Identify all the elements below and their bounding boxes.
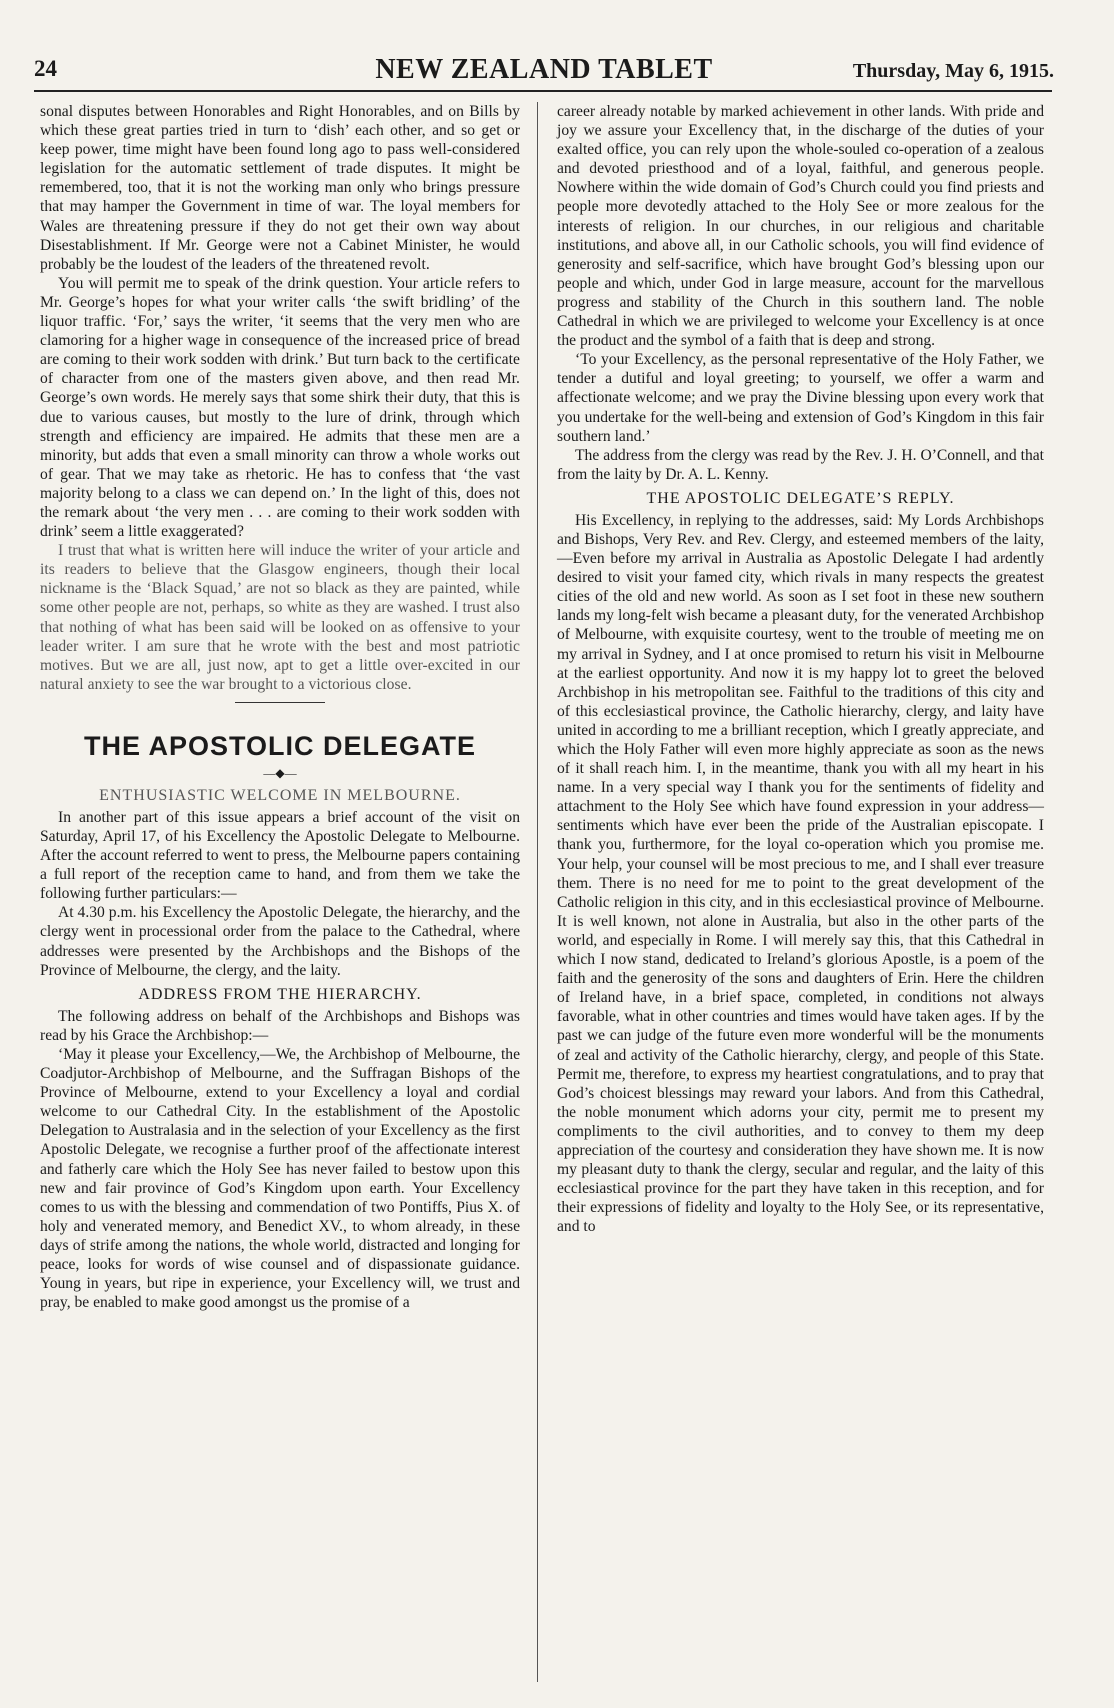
article-paragraph: In another part of this issue appears a brief account of the visit on Saturday, April 17, of his Excellency the Apostolic Delegate to Melbourne. After the account referred to went to press, the Melbourne papers containing a full report of the reception came to hand, and from them we take the following further particulars:— [40, 808, 520, 903]
article-paragraph: At 4.30 p.m. his Excellency the Apostolic Delegate, the hierarchy, and the clergy went in processional order from the palace to the Cathedral, where addresses were presented by the Archbishops and the Bishops of the Province of Melbourne, the clergy, and the laity. [40, 904, 520, 979]
article-paragraph: sonal disputes between Honorables and Right Honorables, and on Bills by which these great parties tried in turn to ‘dish’ each other, and so get or keep power, time might have been found long ago to pass well-considered legislation for the automatic settlement of trade disputes. It might be remembered, too, that it is not the working man only who brings pressure that may hamper the Government in time of war. The loyal members for Wales are threatening pressure if they do not get their own way about Disestablishment. If Mr. George were not a Cabinet Minister, he would probably be the loudest of the leaders of the threatened revolt. [40, 103, 520, 273]
header-rule [34, 90, 1052, 92]
masthead: NEW ZEALAND TABLET [375, 54, 713, 85]
column-divider [537, 102, 538, 1682]
section-subheading: THE APOSTOLIC DELEGATE’S REPLY. [646, 489, 955, 507]
article-paragraph: ‘May it please your Excellency,—We, the Archbishop of Melbourne, the Coadjutor-Archbishop of Melbourne, and the Suffragan Bishops of the Province of Melbourne, extend to your Excellency a loyal and cordial welcome to our Cathedral City. In the establishment of the Apostolic Delegation to Australasia and in the selection of your Excellency as the first Apostolic Delegate, we recognise a further proof of the affectionate interest and fatherly care which the Holy See has never failed to bestow upon this new and fair province of God’s Kingdom upon earth. Your Excellency comes to us with the blessing and commendation of two Pontiffs, Pius X. of holy and venerated memory, and Benedict XV., to whom already, in these days of strife among the nations, the whole world, distracted and longing for peace, looks for words of wise counsel and of dispassionate guidance. Young in years, but ripe in experience, your Excellency will, we trust and pray, be enabled to make good amongst us the promise of a [40, 1045, 520, 1312]
left-column [40, 102, 520, 1692]
page-header [34, 54, 1054, 88]
section-divider [235, 702, 325, 703]
article-paragraph: The following address on behalf of the Archbishops and Bishops was read by his Grace the Archbishop:— [40, 1007, 520, 1044]
article-paragraph: The address from the clergy was read by the Rev. J. H. O’Connell, and that from the laity by Dr. A. L. Kenny. [557, 446, 1044, 483]
article-paragraph: career already notable by marked achievement in other lands. With pride and joy we assure your Excellency that, in the discharge of the duties of your exalted office, you can rely upon the whole-souled co-operation of a zealous and devoted priesthood and of a loyal, faithful, and generous people. Nowhere within the wide domain of God’s Church could you find priests and people more devotedly attached to the Holy See or more zealous for the interests of religion. In our churches, in our religious and charitable institutions, and above all, in our Catholic schools, you will find evidence of generosity and self-sacrifice, which have brought God’s blessing upon our people and which, under God in large measure, account for the marvellous progress and stability of the Church in this southern land. The noble Cathedral in which we are privileged to welcome your Excellency is at once the product and the symbol of a faith that is deep and strong. [557, 103, 1044, 350]
article-paragraph: You will permit me to speak of the drink question. Your article refers to Mr. George’s hopes for what your writer calls ‘the swift bridling’ of the liquor traffic. ‘For,’ says the writer, ‘it seems that the very men who are clamoring for a higher wage in consequence of the increased price of bread are coming to their work sodden with drink.’ But turn back to the certificate of character from one of the masters given above, and then read Mr. George’s own words. He merely says that some shirk their duty, that this is due to various causes, but mostly to the lure of drink, through which strength and efficiency are impaired. He admits that these men are a minority, but adds that even a small minority can throw a whole works out of gear. That we may take as rhetoric. He has to confess that ‘the vast majority belong to a class we can depend on.’ In the light of this, does not the remark about ‘the very men . . . are coming to their work sodden with drink’ seem a little exaggerated? [40, 274, 520, 541]
page-number: 24 [34, 56, 57, 81]
article-paragraph: ‘To your Excellency, as the personal representative of the Holy Father, we tender a dutiful and loyal greeting; to yourself, we offer a warm and affectionate welcome; and we pray the Divine blessing upon every work that you undertake for the well-being and extension of God’s Kingdom in this fair southern land.’ [557, 351, 1044, 445]
title-ornament: —◆— [263, 765, 297, 780]
section-subheading: ADDRESS FROM THE HIERARCHY. [138, 985, 422, 1003]
article-paragraph: I trust that what is written here will induce the writer of your article and its readers to believe that the Glasgow engineers, though their local nickname is the ‘Black Squad,’ are not so black as they are painted, while some other people are not, perhaps, so white as they are washed. I trust also that nothing of what has been said will be looked on as offensive to your leader writer. I am sure that he wrote with the best and most patriotic motives. But we are all, just now, apt to get a little over-excited in our natural anxiety to see the war brought to a victorious close. [40, 542, 520, 693]
section-subheading: ENTHUSIASTIC WELCOME IN MELBOURNE. [99, 786, 461, 804]
issue-date: Thursday, May 6, 1915. [852, 60, 1054, 82]
section-title: THE APOSTOLIC DELEGATE [83, 730, 477, 761]
right-column [557, 102, 1044, 1692]
article-paragraph: His Excellency, in replying to the addresses, said: My Lords Archbishops and Bishops, Very Rev. and Rev. Clergy, and esteemed members of the laity,—Even before my arrival in Australia as Apostolic Delegate I had ardently desired to visit your famed city, which rivals in many respects the greatest cities of the old and new world. As soon as I set foot in these new southern lands my long-felt wish became a pleasant duty, for the venerated Archbishop of Melbourne, with exquisite courtesy, went to the trouble of meeting me on my arrival in Sydney, and I at once promised to return his visit in Melbourne at the earliest opportunity. And now it is my happy lot to greet the beloved Archbishop in his metropolitan see. Faithful to the traditions of this city and of this ecclesiastical province, the Catholic hierarchy, clergy, and laity have united in according to me a brilliant reception, which I greatly appreciate, and which the Holy Father will even more highly appreciate as soon as the news of it shall reach him. I, in the meantime, thank you with all my heart in his name. In a very special way I thank you for the sentiments of fidelity and attachment to the Holy See which have found expression in your address—sentiments which have ever been the pride of the Australian episcopate. I thank you, furthermore, for the loyal co-operation which you promise me. Your help, your counsel will be most precious to me, and I shall ever treasure them. There is no need for me to point to the great development of the Catholic religion in this city, and in this ecclesiastical province of Melbourne. It is well known, not alone in Australia, but also in the other parts of the world, and especially in Rome. I will merely say this, that this Cathedral in which I now stand, dedicated to Ireland’s glorious Apostle, is a poem of the faith and the generosity of the sons and daughters of Erin. Here the children of Ireland have, in a brief space, completed, in conditions not always favorable, what in other countries and times would have taken ages. If by the past we can judge of the future even more wonderful will be the monuments of zeal and activity of the Catholic hierarchy, clergy, and people of this State. Permit me, therefore, to express my heartiest congratulations, and to pray that God’s choicest blessings may reward your labors. And from this Cathedral, the noble monument which adorns your city, permit me to present my compliments to the civil authorities, and to convey to them my deep appreciation of the courtesy and consideration they have shown me. It is now my pleasant duty to thank the clergy, secular and regular, and the laity of this ecclesiastical province for the part they have taken in this reception, and for their expressions of fidelity and loyalty to the Holy See, or its representative, and to [557, 511, 1044, 1236]
